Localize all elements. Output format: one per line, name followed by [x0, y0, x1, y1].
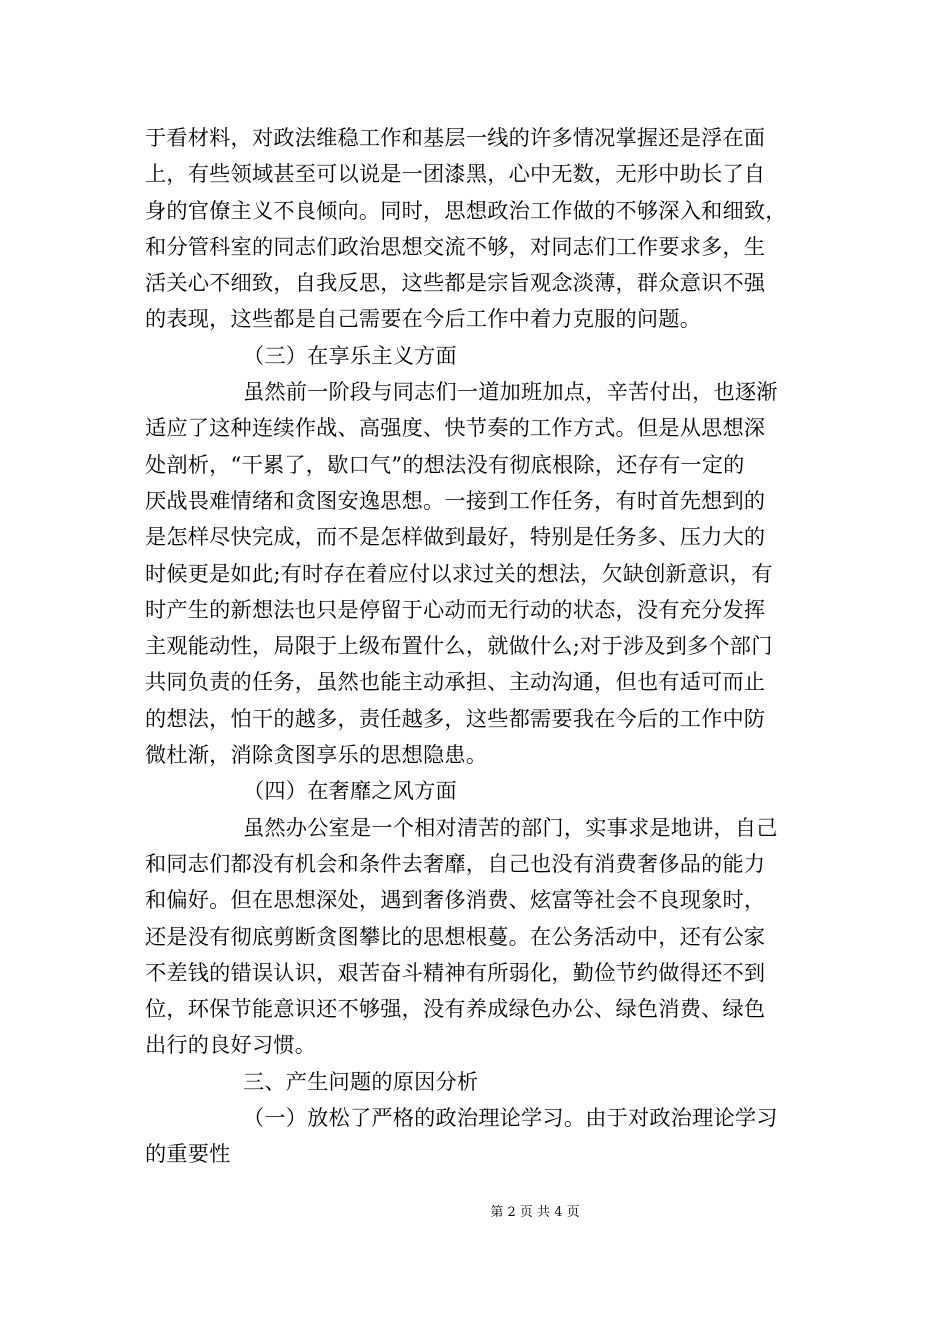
text-line: 和分管科室的同志们政治思想交流不够，对同志们工作要求多，生: [145, 233, 766, 259]
text-line: 微杜渐，消除贪图享乐的思想隐患。: [145, 742, 488, 768]
text-line: 不差钱的错误认识，艰苦奋斗精神有所弱化，勤俭节约做得还不到: [145, 959, 766, 985]
text-line: 厌战畏难情绪和贪图安逸思想。一接到工作任务，有时首先想到的: [145, 487, 766, 513]
text-line: 虽然前一阶段与同志们一道加班加点，辛苦付出，也逐渐: [243, 379, 778, 405]
text-line: 上，有些领域甚至可以说是一团漆黑，心中无数，无形中助长了自: [145, 161, 766, 187]
section-heading: （三）在享乐主义方面: [243, 342, 457, 368]
text-line: 处剖析，“干累了，歇口气”的想法没有彻底根除，还存有一定的: [145, 451, 745, 477]
text-line: 主观能动性，局限于上级布置什么，就做什么;对于涉及到多个部门: [145, 633, 773, 659]
page-number-label: 第 2 页 共 4 页: [490, 1205, 580, 1220]
section-heading: （四）在奢靡之风方面: [243, 778, 457, 804]
text-line: 和同志们都没有机会和条件去奢靡，自己也没有消费奢侈品的能力: [145, 850, 766, 876]
document-body: [145, 120, 807, 1173]
text-line: 身的官僚主义不良倾向。同时，思想政治工作做的不够深入和细致，: [145, 197, 787, 223]
text-line: 时产生的新想法也只是停留于心动而无行动的状态，没有充分发挥: [145, 596, 766, 622]
text-line: 共同负责的任务，虽然也能主动承担、主动沟通，但也有适可而止: [145, 669, 766, 695]
text-line: （一）放松了严格的政治理论学习。由于对政治理论学习: [243, 1105, 778, 1131]
text-line: 时候更是如此;有时存在着应付以求过关的想法，欠缺创新意识，有: [145, 560, 773, 586]
text-line: 的重要性: [145, 1141, 231, 1167]
text-line: 活关心不细致，自我反思，这些都是宗旨观念淡薄，群众意识不强: [145, 270, 766, 296]
page-footer: [0, 1204, 950, 1222]
text-line: 和偏好。但在思想深处，遇到奢侈消费、炫富等社会不良现象时，: [145, 887, 766, 913]
text-line: 虽然办公室是一个相对清苦的部门，实事求是地讲，自己: [243, 814, 778, 840]
text-line: 位，环保节能意识还不够强，没有养成绿色办公、绿色消费、绿色: [145, 996, 766, 1022]
text-line: 的表现，这些都是自己需要在今后工作中着力克服的问题。: [145, 306, 702, 332]
text-line: 还是没有彻底剪断贪图攀比的思想根蔓。在公务活动中，还有公家: [145, 923, 766, 949]
text-line: 是怎样尽快完成，而不是怎样做到最好，特别是任务多、压力大的: [145, 524, 766, 550]
text-line: 出行的良好习惯。: [145, 1032, 317, 1058]
section-heading: 三、产生问题的原因分析: [243, 1068, 479, 1094]
text-line: 的想法，怕干的越多，责任越多，这些都需要我在今后的工作中防: [145, 705, 766, 731]
text-line: 适应了这种连续作战、高强度、快节奏的工作方式。但是从思想深: [145, 415, 766, 441]
text-line: 于看材料，对政法维稳工作和基层一线的许多情况掌握还是浮在面: [145, 125, 766, 150]
